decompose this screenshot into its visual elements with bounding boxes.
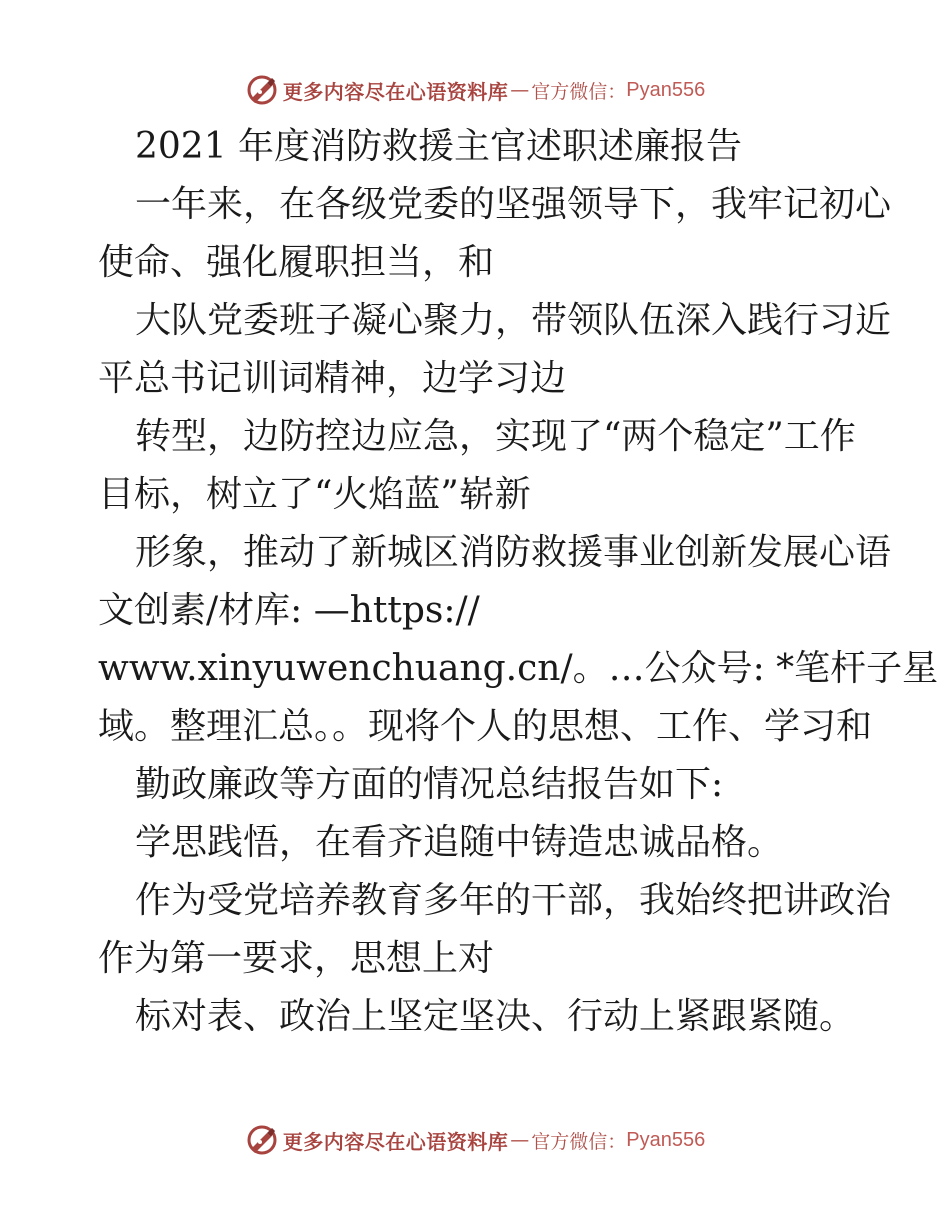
body-line: 平总书记训词精神，边学习边 [98, 358, 567, 399]
body-line: 大队党委班子凝心聚力，带领队伍深入践行习近 [135, 300, 892, 341]
watermark-wechat-id: Pyan556 [626, 78, 706, 101]
watermark-wechat-label: 官方微信： [531, 80, 627, 103]
footer-watermark [0, 1120, 950, 1160]
document-body [98, 118, 939, 1046]
section-heading: 学思践悟，在看齐追随中铸造忠诚品格。 [135, 822, 784, 863]
watermark-brand: 更多内容尽在心语资料库 [282, 79, 509, 104]
watermark-wechat-id: Pyan556 [626, 1128, 706, 1151]
body-line: 形象，推动了新城区消防救援事业创新发展心语 [135, 532, 892, 573]
body-line: 勤政廉政等方面的情况总结报告如下: [135, 764, 724, 805]
body-line: 文创素/材库: —https:// [98, 590, 480, 631]
pen-logo-icon [245, 1123, 279, 1157]
watermark-brand: 更多内容尽在心语资料库 [282, 1129, 509, 1154]
watermark-dash: — [510, 1129, 530, 1151]
body-line: 标对表、政治上坚定坚决、行动上紧跟紧随。 [135, 996, 856, 1037]
body-line: 作为第一要求，思想上对 [98, 938, 495, 979]
body-line: 使命、强化履职担当，和 [98, 242, 495, 283]
body-line: 一年来，在各级党委的坚强领导下，我牢记初心 [135, 184, 892, 225]
body-line: 转型，边防控边应急，实现了“两个稳定”工作 [135, 416, 856, 457]
body-line: 目标，树立了“火焰蓝”崭新 [98, 474, 531, 515]
document-title: 2021 年度消防救援主官述职述廉报告 [135, 126, 743, 167]
body-line: 作为受党培养教育多年的干部，我始终把讲政治 [135, 880, 892, 921]
watermark-wechat-label: 官方微信： [531, 1130, 627, 1153]
body-line: 域。整理汇总。。现将个人的思想、工作、学习和 [98, 706, 873, 747]
body-line: www.xinyuwenchuang.cn/。…公众号: *笔杆子星 [98, 648, 939, 689]
header-watermark [0, 70, 950, 110]
watermark-dash: — [510, 79, 530, 101]
pen-logo-icon [245, 73, 279, 107]
